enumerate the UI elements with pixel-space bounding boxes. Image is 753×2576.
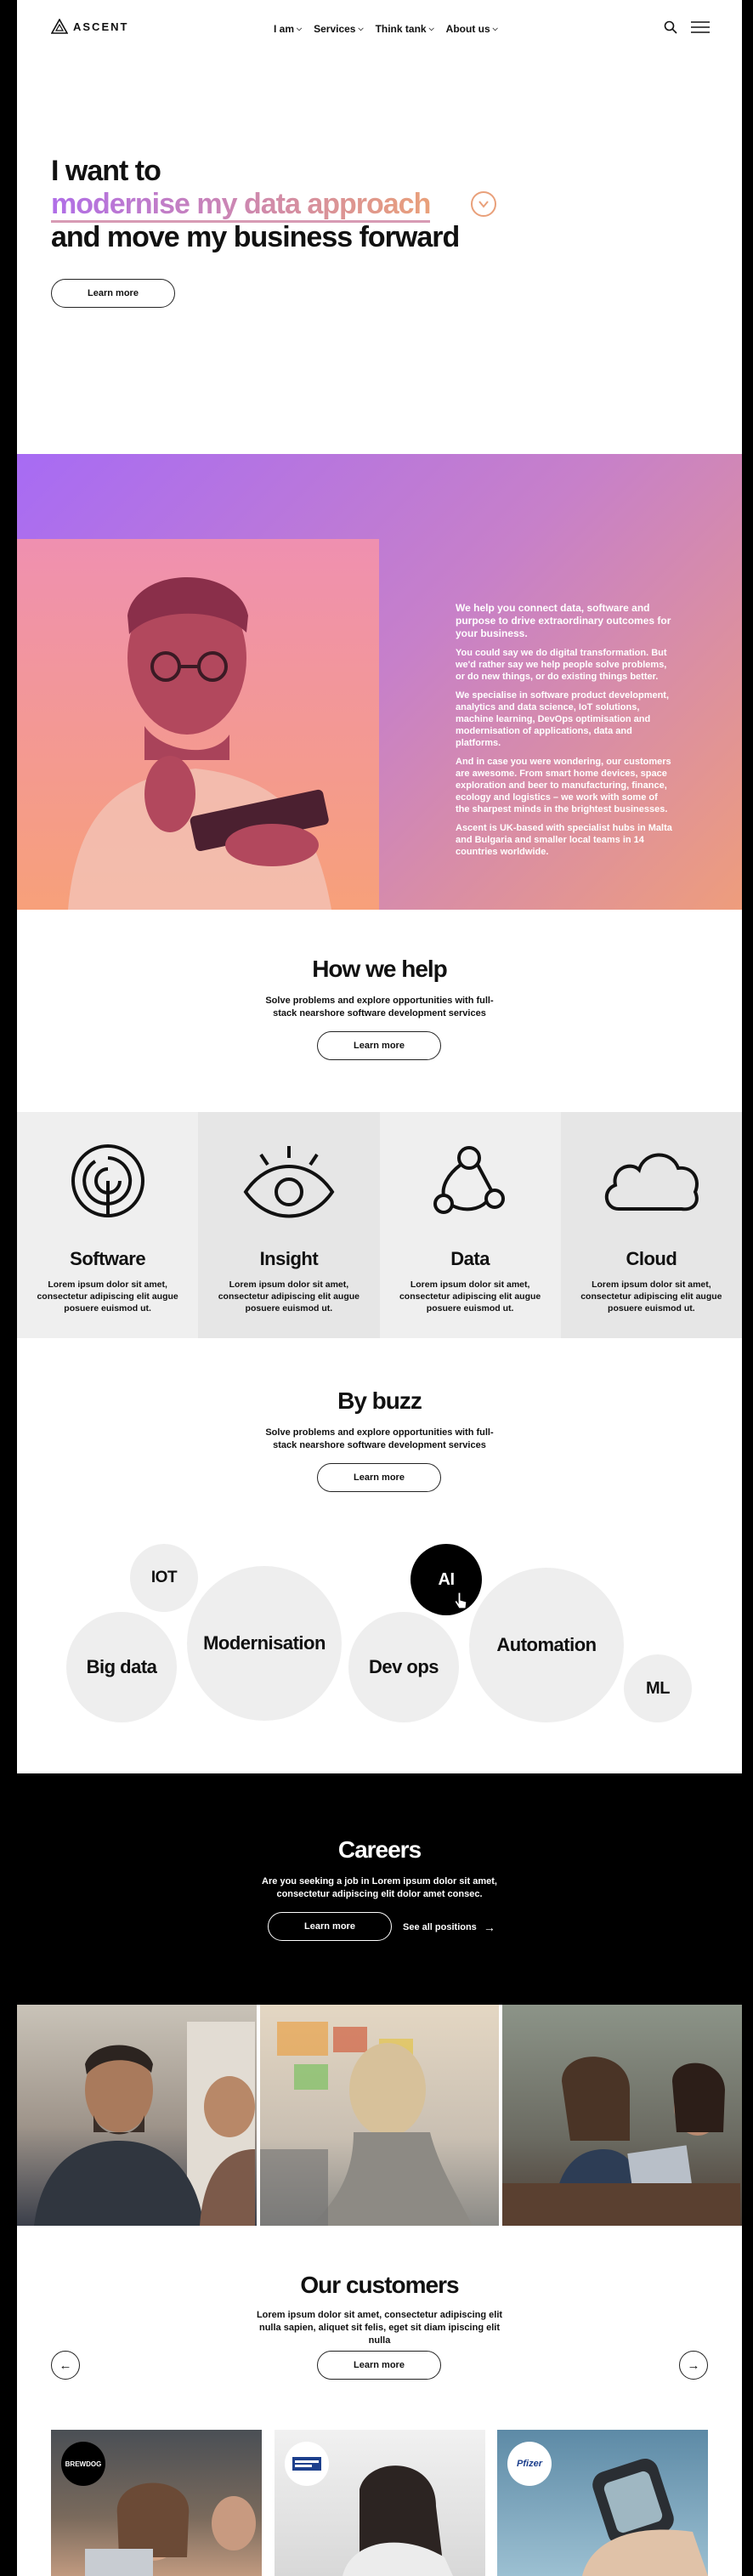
nav-item-about-us[interactable]: [446, 23, 498, 35]
chevron-down-icon: ⌵: [297, 25, 303, 32]
subtitle-line: nulla: [368, 2335, 391, 2346]
intro-paragraph: We help you connect data, software and purpose to drive extraordinary outcomes for your business.: [456, 602, 671, 639]
hero-learn-more-button[interactable]: [51, 279, 175, 308]
card-title: Insight: [259, 1248, 319, 1269]
nav-item-think-tank[interactable]: [376, 23, 434, 35]
careers-title: Careers: [337, 1836, 422, 1863]
customers-subtitle: [17, 2309, 742, 2347]
buzz-bubble-iot[interactable]: [130, 1544, 198, 1612]
by-buzz-learn-more-button[interactable]: [317, 1463, 441, 1492]
subtitle-line: consectetur adipiscing elit dolor amet consec.: [276, 1889, 483, 1899]
customer-card[interactable]: [497, 2430, 708, 2576]
card-text: Lorem ipsum dolor sit amet, consectetur adipiscing elit augue posuere euismod ut.: [399, 1279, 541, 1314]
pointer-cursor-icon: [454, 1592, 469, 1610]
hero-line-1: I want to: [51, 155, 161, 187]
network-icon: [432, 1143, 508, 1219]
intro-copy: [456, 602, 673, 865]
search-icon[interactable]: [664, 20, 677, 34]
bubble-label: Modernisation: [203, 1632, 326, 1654]
carousel-prev-button[interactable]: [51, 2351, 80, 2380]
how-we-help-title: How we help: [312, 956, 447, 982]
subtitle-line: stack nearshore software development services: [273, 1440, 486, 1450]
button-label: Learn more: [304, 1921, 355, 1932]
header-actions: [664, 20, 710, 34]
customer-logo: [285, 2442, 329, 2486]
button-label: Learn more: [354, 1041, 405, 1051]
button-label: Learn more: [354, 1472, 405, 1483]
brewdog-logo: [61, 2442, 105, 2486]
chevron-down-icon: ⌵: [428, 25, 434, 32]
card-text: Lorem ipsum dolor sit amet, consectetur adipiscing elit augue posuere euismod ut.: [218, 1279, 360, 1314]
hero-heading: [51, 155, 459, 254]
by-buzz-title: By buzz: [337, 1387, 422, 1414]
bubble-label: Dev ops: [368, 1656, 439, 1677]
buzz-bubble-modernisation[interactable]: [187, 1566, 342, 1721]
bubble-label: IOT: [150, 1569, 178, 1586]
intro-paragraph: Ascent is UK-based with specialist hubs in Malta and Bulgaria and smaller local teams in 14 countries worldwide.: [456, 823, 672, 857]
buzz-bubble-ai[interactable]: [410, 1544, 482, 1615]
team-photo-man-on-phone: [17, 2005, 257, 2226]
chevron-down-icon: [473, 193, 495, 215]
pfizer-logo: [507, 2442, 552, 2486]
see-all-positions-link[interactable]: [403, 1921, 495, 1934]
customers-learn-more-button[interactable]: [317, 2351, 441, 2380]
careers-learn-more-button[interactable]: [268, 1912, 392, 1941]
team-photo-two-women-laptop: [502, 2005, 742, 2226]
card-text: Lorem ipsum dolor sit amet, consectetur adipiscing elit augue posuere euismod ut.: [580, 1279, 722, 1314]
button-label: Learn more: [354, 2360, 405, 2370]
arrow-right-icon: →: [687, 2358, 700, 2373]
how-we-help-learn-more-button[interactable]: [317, 1031, 441, 1060]
service-card-software[interactable]: [17, 1112, 198, 1338]
card-title: Data: [450, 1248, 490, 1269]
hero-line-3: and move my business forward: [51, 221, 460, 253]
by-buzz-subtitle: [17, 1427, 742, 1452]
service-card-insight[interactable]: [198, 1112, 379, 1338]
services-grid: [17, 1112, 742, 1338]
buzz-bubble-ml[interactable]: [624, 1654, 692, 1722]
subtitle-line: Solve problems and explore opportunities with full-: [265, 996, 494, 1006]
careers-subtitle: [17, 1875, 742, 1901]
menu-icon[interactable]: [691, 21, 710, 33]
bubble-label: AI: [438, 1569, 455, 1589]
service-card-cloud[interactable]: [561, 1112, 742, 1338]
buzz-bubble-dev-ops[interactable]: [348, 1612, 459, 1722]
logo-mark-icon: [51, 19, 68, 34]
intro-paragraph: You could say we do digital transformation. But we'd rather say we help people solve problems, or do new things, or do existing things better.: [456, 648, 667, 682]
nav-item-i-am[interactable]: [274, 23, 302, 35]
intro-paragraph: And in case you were wondering, our customers are awesome. From smart home devices, space exploration and beer to manufacturing, finance, ecology and logistics – we work with some of the sharpest minds in the brightest businesses.: [456, 757, 671, 814]
team-photo-woman-at-board: [260, 2005, 500, 2226]
logo-text: ASCENT: [73, 20, 129, 33]
subtitle-line: stack nearshore software development services: [273, 1008, 486, 1018]
bubble-label: Automation: [496, 1634, 597, 1655]
hero-selected-option[interactable]: modernise my data approach: [51, 188, 430, 223]
link-label: See all positions: [403, 1922, 477, 1932]
subtitle-line: Lorem ipsum dolor sit amet, consectetur adipiscing elit: [256, 2310, 503, 2320]
card-text: Lorem ipsum dolor sit amet, consectetur adipiscing elit augue posuere euismod ut.: [37, 1279, 178, 1314]
button-label: Learn more: [88, 288, 139, 298]
service-card-data[interactable]: [380, 1112, 561, 1338]
person-with-tablet-image: [17, 539, 379, 910]
nav-label: Think tank: [375, 23, 427, 35]
hero-selector[interactable]: [51, 188, 459, 221]
buzz-bubble-automation[interactable]: [469, 1568, 624, 1722]
cloud-icon: [600, 1143, 702, 1219]
page: [17, 0, 742, 2576]
site-header: [17, 0, 742, 58]
arrow-right-icon: →: [483, 1921, 495, 1934]
how-we-help-subtitle: [17, 995, 742, 1020]
eye-icon: [242, 1143, 336, 1219]
customer-logo-text: BREWDOG: [65, 2460, 102, 2468]
bubble-label: ML: [646, 1678, 670, 1698]
carousel-next-button[interactable]: [679, 2351, 708, 2380]
nav-label: I am: [274, 23, 295, 35]
chevron-down-icon: ⌵: [358, 25, 364, 32]
nav-item-services[interactable]: [314, 23, 363, 35]
customer-card[interactable]: [275, 2430, 485, 2576]
buzz-bubble-big-data[interactable]: [66, 1612, 177, 1722]
chevron-down-icon: ⌵: [492, 25, 498, 32]
logo[interactable]: [51, 19, 128, 34]
main-nav: [274, 23, 498, 35]
careers-section: [17, 1773, 742, 2005]
card-title: Cloud: [626, 1248, 677, 1269]
bubble-label: Big data: [86, 1656, 157, 1677]
customer-logo-mark-icon: [292, 2455, 321, 2472]
arrow-left-icon: ←: [59, 2358, 72, 2373]
subtitle-line: Solve problems and explore opportunities with full-: [265, 1427, 494, 1438]
card-title: Software: [70, 1248, 146, 1269]
nav-label: About us: [445, 23, 490, 35]
customer-card[interactable]: [51, 2430, 262, 2576]
target-icon: [70, 1143, 146, 1219]
subtitle-line: nulla sapien, aliquet sit felis, eget sit diam ipiscing elit: [258, 2323, 500, 2333]
hero-photo: [17, 539, 379, 910]
intro-paragraph: We specialise in software product development, analytics and data science, IoT solutions, machine learning, DevOps optimisation and modernisation of applications, data and platforms.: [456, 690, 670, 748]
customers-title: Our customers: [300, 2272, 459, 2298]
nav-label: Services: [314, 23, 356, 35]
careers-photo-strip: [17, 2005, 742, 2226]
customer-logo-text: Pfizer: [517, 2459, 542, 2469]
subtitle-line: Are you seeking a job in Lorem ipsum dolor sit amet,: [262, 1876, 497, 1887]
hero-dropdown-toggle[interactable]: [471, 191, 496, 217]
